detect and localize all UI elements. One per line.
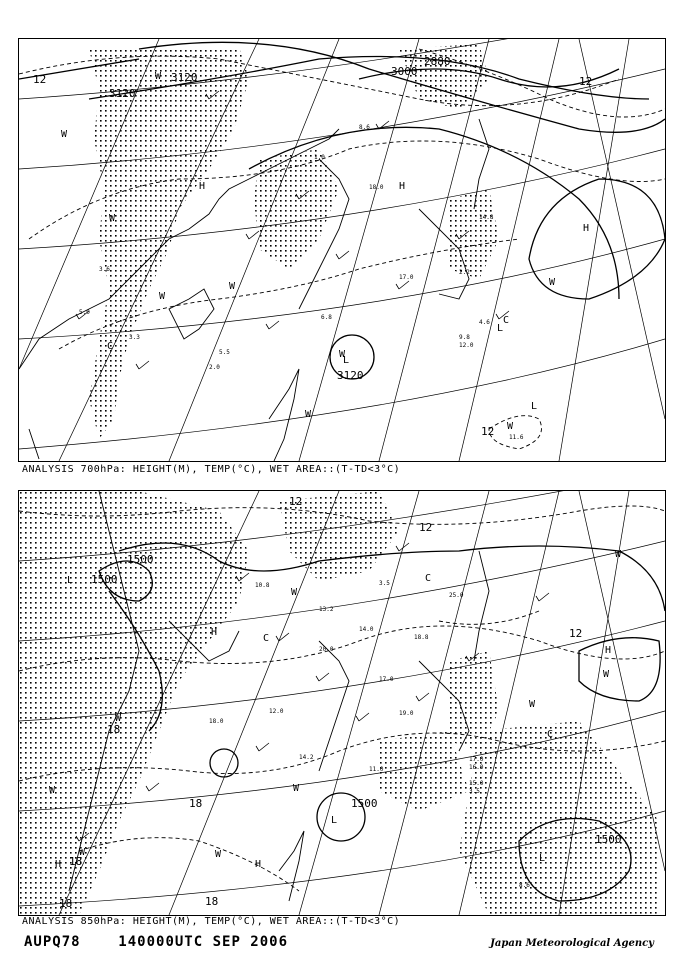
temp-label: 18 xyxy=(189,797,203,810)
warm-marker: W xyxy=(507,421,514,432)
svg-text:18.0: 18.0 xyxy=(209,718,224,725)
warm-marker: W xyxy=(215,849,222,860)
warm-marker: W xyxy=(79,847,86,858)
temp-label: 18 xyxy=(59,897,73,910)
svg-text:12.0: 12.0 xyxy=(459,342,474,349)
svg-text:18.8: 18.8 xyxy=(414,634,429,641)
high-marker: H xyxy=(583,223,590,234)
height-label: 1500 xyxy=(91,573,118,586)
svg-text:14.0: 14.0 xyxy=(359,626,374,633)
warm-marker: W xyxy=(293,783,300,794)
svg-text:14.8: 14.8 xyxy=(479,214,494,221)
temp-label: 12 xyxy=(481,425,495,438)
cold-marker: C xyxy=(263,633,270,644)
temp-label: 12 xyxy=(419,521,433,534)
svg-text:9.8: 9.8 xyxy=(459,334,470,341)
height-label: 3000 xyxy=(391,65,418,78)
chart-panel-850hpa xyxy=(18,490,666,916)
svg-text:3.3: 3.3 xyxy=(129,334,140,341)
high-marker: H xyxy=(199,181,206,192)
high-marker: H xyxy=(605,645,612,656)
svg-text:14.2: 14.2 xyxy=(299,754,314,761)
high-marker: H xyxy=(55,859,62,870)
svg-text:15.0: 15.0 xyxy=(469,780,484,787)
temp-label: 12 xyxy=(579,75,593,88)
product-id: AUPQ78 xyxy=(24,934,81,950)
warm-marker: W xyxy=(305,409,312,420)
map-850hpa xyxy=(19,491,665,915)
svg-text:6.8: 6.8 xyxy=(321,314,332,321)
high-marker: H xyxy=(211,627,218,638)
warm-marker: W xyxy=(109,213,116,224)
temp-label: 12 xyxy=(569,627,583,640)
cold-marker: C xyxy=(547,729,554,740)
svg-text:11.0: 11.0 xyxy=(369,766,384,773)
svg-text:3.6: 3.6 xyxy=(99,266,110,273)
cold-marker: C xyxy=(425,573,432,584)
svg-text:8.6: 8.6 xyxy=(359,124,370,131)
agency-name: Japan Meteorological Agency xyxy=(490,938,654,949)
svg-text:10.8: 10.8 xyxy=(255,582,270,589)
low-marker: L xyxy=(67,575,74,586)
map-700hpa xyxy=(19,39,665,461)
low-marker: L xyxy=(343,355,350,366)
cold-marker: C xyxy=(503,315,510,326)
svg-text:4.6: 4.6 xyxy=(479,319,490,326)
height-label: 2880 xyxy=(424,55,451,68)
svg-text:1.0: 1.0 xyxy=(314,154,325,161)
svg-text:13.2: 13.2 xyxy=(319,606,334,613)
svg-text:18.0: 18.0 xyxy=(369,184,384,191)
temp-label: 18 xyxy=(205,895,219,908)
svg-text:2.0: 2.0 xyxy=(209,364,220,371)
svg-text:16.0: 16.0 xyxy=(469,764,484,771)
low-marker: L xyxy=(497,323,504,334)
high-marker: H xyxy=(399,181,406,192)
svg-text:11.6: 11.6 xyxy=(509,434,524,441)
warm-marker: W xyxy=(529,699,536,710)
temp-label: 18 xyxy=(107,723,121,736)
caption-700hpa: ANALYSIS 700hPa: HEIGHT(M), TEMP(°C), WET AREA::(T-TD<3°C) xyxy=(22,464,401,475)
svg-text:5.0: 5.0 xyxy=(79,309,90,316)
warm-marker: W xyxy=(603,669,610,680)
height-label: 1500 xyxy=(127,553,154,566)
svg-text:5.5: 5.5 xyxy=(219,349,230,356)
chart-panel-700hpa xyxy=(18,38,666,462)
warm-marker: W xyxy=(159,291,166,302)
warm-marker: W xyxy=(339,349,346,360)
warm-marker: W xyxy=(115,713,122,724)
warm-marker: W xyxy=(49,785,56,796)
svg-text:19.0: 19.0 xyxy=(399,710,414,717)
svg-text:20.0: 20.0 xyxy=(319,646,334,653)
svg-text:8.6: 8.6 xyxy=(519,882,530,889)
low-marker: L xyxy=(531,401,538,412)
low-marker: L xyxy=(331,815,338,826)
cold-marker: C xyxy=(107,341,114,352)
low-marker: L xyxy=(539,853,546,864)
svg-text:3.5: 3.5 xyxy=(379,580,390,587)
temp-label: 18 xyxy=(69,855,83,868)
product-header xyxy=(24,934,288,950)
temp-label: 12 xyxy=(33,73,47,86)
temp-label: 12 xyxy=(289,495,303,508)
warm-marker: W xyxy=(615,549,622,560)
svg-text:12.0: 12.0 xyxy=(269,708,284,715)
height-label: 1500 xyxy=(595,833,622,846)
warm-marker: W xyxy=(155,71,162,82)
station-value: 25.0 xyxy=(449,592,464,599)
height-label: 3120 xyxy=(337,369,364,382)
warm-marker: W xyxy=(549,277,556,288)
height-label: 3120 xyxy=(171,71,198,84)
svg-text:17.0: 17.0 xyxy=(399,274,414,281)
high-marker: H xyxy=(255,859,262,870)
analysis-datetime: 140000UTC SEP 2006 xyxy=(118,934,289,950)
warm-marker: W xyxy=(291,587,298,598)
height-label: 3120 xyxy=(109,87,136,100)
coastlines xyxy=(19,119,489,461)
svg-text:17.0: 17.0 xyxy=(469,756,484,763)
height-label: 1500 xyxy=(351,797,378,810)
caption-850hpa: ANALYSIS 850hPa: HEIGHT(M), TEMP(°C), WET AREA::(T-TD<3°C) xyxy=(22,916,401,927)
svg-text:17.0: 17.0 xyxy=(379,676,394,683)
warm-marker: W xyxy=(229,281,236,292)
warm-marker: W xyxy=(61,129,68,140)
svg-text:2.2: 2.2 xyxy=(459,269,470,276)
svg-text:3.5: 3.5 xyxy=(469,788,480,795)
